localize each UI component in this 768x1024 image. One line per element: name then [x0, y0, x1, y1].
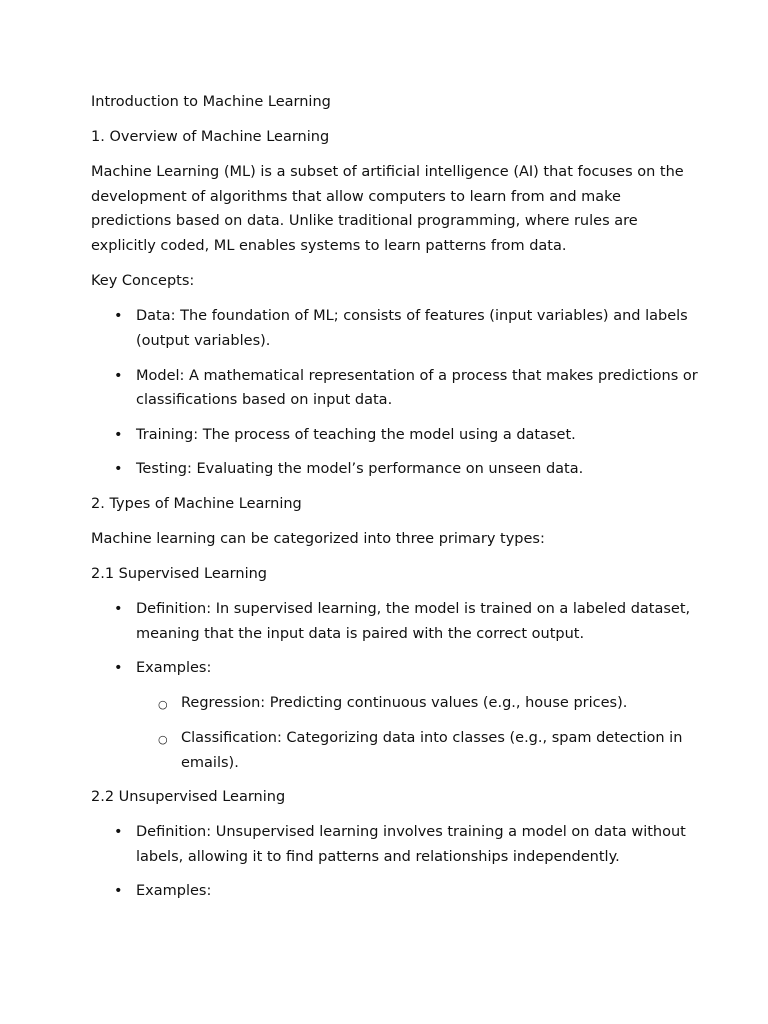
list-item-model: Model: A mathematical representation of a process that makes predictions or — [136, 368, 698, 384]
bullet-icon: • — [114, 368, 123, 384]
circle-bullet-icon: ○ — [158, 733, 168, 746]
section-2-intro: Machine learning can be categorized into three primary types: — [91, 531, 545, 547]
unsupervised-definition-cont: labels, allowing it to find patterns and relationships independently. — [136, 849, 620, 865]
section-1-paragraph-line: explicitly coded, ML enables systems to learn patterns from data. — [91, 238, 567, 254]
bullet-icon: • — [114, 824, 123, 840]
supervised-examples-label: Examples: — [136, 660, 212, 676]
circle-bullet-icon: ○ — [158, 698, 168, 711]
bullet-icon: • — [114, 601, 123, 617]
document-title: Introduction to Machine Learning — [91, 94, 331, 110]
section-1-paragraph-line: predictions based on data. Unlike traditional programming, where rules are — [91, 213, 638, 229]
key-concepts-label: Key Concepts: — [91, 273, 195, 289]
bullet-icon: • — [114, 308, 123, 324]
unsupervised-definition: Definition: Unsupervised learning involves training a model on data without — [136, 824, 686, 840]
list-item-testing: Testing: Evaluating the model’s performance on unseen data. — [136, 461, 584, 477]
list-item-training: Training: The process of teaching the model using a dataset. — [136, 427, 576, 443]
bullet-icon: • — [114, 883, 123, 899]
section-1-paragraph-line: development of algorithms that allow computers to learn from and make — [91, 189, 621, 205]
supervised-definition: Definition: In supervised learning, the model is trained on a labeled dataset, — [136, 601, 691, 617]
list-item-data: Data: The foundation of ML; consists of features (input variables) and labels — [136, 308, 688, 324]
bullet-icon: • — [114, 461, 123, 477]
list-item-data-cont: (output variables). — [136, 333, 271, 349]
supervised-definition-cont: meaning that the input data is paired with the correct output. — [136, 626, 585, 642]
section-2-heading: 2. Types of Machine Learning — [91, 496, 302, 512]
section-1-heading: 1. Overview of Machine Learning — [91, 129, 330, 145]
bullet-icon: • — [114, 660, 123, 676]
section-1-paragraph-line: Machine Learning (ML) is a subset of artificial intelligence (AI) that focuses on the — [91, 164, 684, 180]
section-2-1-heading: 2.1 Supervised Learning — [91, 566, 267, 582]
example-classification-cont: emails). — [181, 755, 239, 771]
bullet-icon: • — [114, 427, 123, 443]
unsupervised-examples-label: Examples: — [136, 883, 212, 899]
example-classification: Classification: Categorizing data into classes (e.g., spam detection in — [181, 730, 683, 746]
list-item-model-cont: classifications based on input data. — [136, 392, 393, 408]
example-regression: Regression: Predicting continuous values (e.g., house prices). — [181, 695, 628, 711]
section-2-2-heading: 2.2 Unsupervised Learning — [91, 789, 286, 805]
